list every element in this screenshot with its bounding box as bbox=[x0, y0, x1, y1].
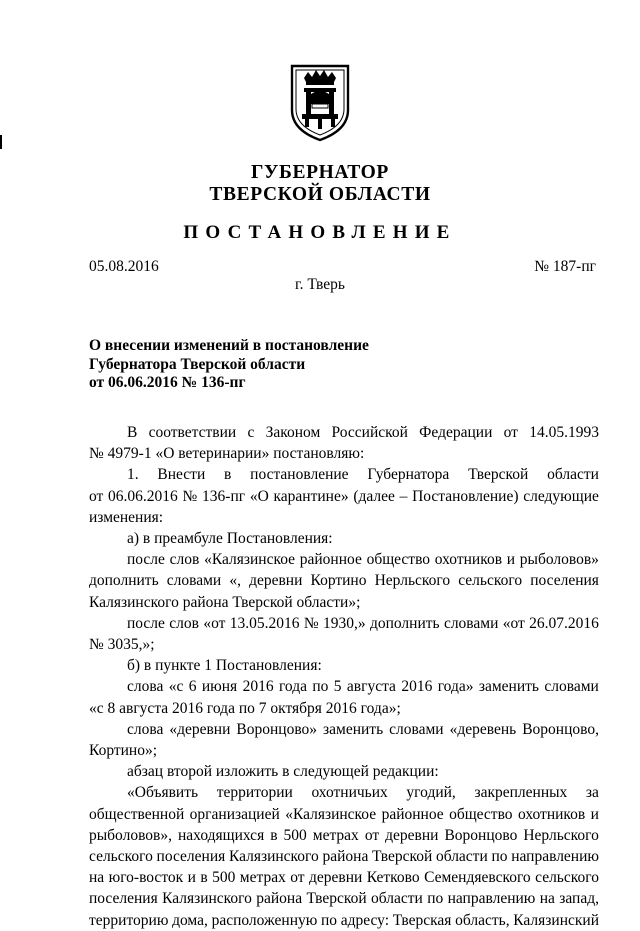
body-word: «Калязинское bbox=[204, 551, 296, 569]
body-word: угодий, bbox=[406, 784, 456, 802]
body-word: на bbox=[89, 869, 105, 887]
body-line bbox=[89, 804, 599, 825]
body-word: общество bbox=[449, 805, 513, 823]
body-word: 6 bbox=[188, 678, 197, 696]
body-word: деревни bbox=[309, 869, 363, 887]
body-word: 26.07.2016 bbox=[529, 614, 599, 632]
body-word: по bbox=[321, 911, 338, 929]
body-word: слов bbox=[169, 614, 199, 632]
body-word: районное bbox=[381, 805, 444, 823]
body-word: года bbox=[278, 678, 307, 696]
body-line bbox=[89, 464, 599, 485]
body-word: после bbox=[127, 614, 165, 632]
body-word: сельского bbox=[89, 848, 153, 866]
document-number: № 187-пг bbox=[534, 258, 596, 275]
body-line bbox=[89, 570, 599, 591]
body-word: Тверской bbox=[306, 890, 367, 908]
body-word: заменить bbox=[478, 678, 539, 696]
body-word: 2016 bbox=[401, 678, 433, 696]
body-line: абзац второй изложить в следующей редакции: bbox=[127, 763, 439, 781]
body-word: рыболовов» bbox=[519, 551, 599, 569]
body-word: от bbox=[290, 869, 305, 887]
body-word: общество bbox=[366, 551, 431, 569]
body-word: (далее bbox=[353, 487, 395, 505]
body-word: общественной bbox=[89, 805, 185, 823]
body-word: находящихся bbox=[178, 826, 265, 844]
subject-line: О внесении изменений в постановление bbox=[89, 337, 369, 354]
body-word: на bbox=[539, 890, 555, 908]
body-line: № 4979-1 «О ветеринарии» постановляю: bbox=[89, 445, 365, 463]
document-type-heading: ПОСТАНОВЛЕНИЕ bbox=[183, 222, 457, 243]
body-word: территорию bbox=[89, 911, 169, 929]
body-line bbox=[89, 549, 599, 570]
body-word: Калязинский bbox=[513, 911, 599, 929]
body-word: Тверской bbox=[468, 466, 529, 484]
document-subject bbox=[89, 337, 369, 393]
body-word: «Калязинское bbox=[285, 805, 377, 823]
body-word: поселения bbox=[156, 848, 226, 866]
body-word: от bbox=[89, 487, 104, 505]
body-line bbox=[89, 422, 599, 443]
body-line: № 3035,»; bbox=[89, 636, 155, 654]
body-word: Постановление) bbox=[412, 487, 519, 505]
body-line: б) в пункте 1 Постановления: bbox=[127, 657, 322, 675]
body-word: Нерльского bbox=[374, 572, 451, 590]
body-word: района bbox=[256, 890, 303, 908]
body-word: 5 bbox=[333, 678, 342, 696]
body-word: сельского bbox=[535, 869, 599, 887]
subject-line: Губернатора Тверской области bbox=[89, 355, 306, 373]
body-word: словами bbox=[443, 614, 499, 632]
body-word: направлению bbox=[447, 890, 536, 908]
body-word: сельского bbox=[458, 572, 523, 590]
body-word: от bbox=[364, 826, 380, 844]
body-word: охотников bbox=[517, 805, 586, 823]
body-word: от bbox=[503, 424, 518, 441]
body-word: поселения bbox=[530, 572, 599, 590]
body-word: Калязинского bbox=[162, 890, 252, 908]
body-word: «от bbox=[203, 614, 226, 632]
body-word: «Объявить bbox=[127, 784, 199, 802]
scan-edge-mark bbox=[0, 135, 2, 149]
body-word: августа bbox=[346, 678, 396, 696]
body-word: 136-пг bbox=[202, 487, 246, 505]
body-word: деревни bbox=[249, 572, 303, 590]
body-word: за bbox=[585, 784, 599, 802]
body-line: Калязинского района Тверской области»; bbox=[89, 593, 361, 611]
body-word: организацией bbox=[189, 805, 280, 823]
body-word: Воронцово» bbox=[236, 720, 318, 738]
body-word: 500 bbox=[283, 826, 307, 844]
body-word: метрах bbox=[239, 869, 286, 887]
body-line bbox=[89, 719, 599, 740]
issuer-title-line-2: ТВЕРСКОЙ ОБЛАСТИ bbox=[209, 184, 431, 205]
body-word: Федерации bbox=[419, 424, 493, 441]
body-line: а) в преамбуле Постановления: bbox=[127, 530, 333, 548]
body-word: и bbox=[187, 869, 196, 887]
body-word: 2016 bbox=[242, 678, 274, 696]
body-word: соответствии bbox=[148, 424, 237, 441]
body-word: Семендяевского bbox=[424, 869, 531, 887]
body-word: постановление bbox=[250, 466, 349, 484]
body-word: 06.06.2016 bbox=[108, 487, 178, 505]
body-word: Российской bbox=[331, 424, 408, 441]
body-word: «деревни bbox=[169, 720, 231, 738]
body-line bbox=[89, 676, 599, 697]
document-date: 05.08.2016 bbox=[89, 258, 159, 275]
body-word: слов bbox=[169, 551, 200, 569]
body-word: 14.05.1993 bbox=[529, 424, 599, 441]
body-word: районное bbox=[299, 551, 362, 569]
body-word: В bbox=[127, 424, 138, 441]
body-line bbox=[89, 888, 599, 909]
body-word: заменить bbox=[323, 720, 384, 738]
body-word: «деревень bbox=[449, 720, 517, 738]
body-word: охотничьих bbox=[311, 784, 388, 802]
body-word: Кетково bbox=[366, 869, 420, 887]
body-line: «с 8 августа 2016 года по 7 октября 2016 года»; bbox=[89, 699, 401, 717]
body-word: района bbox=[322, 848, 369, 866]
body-word: словами bbox=[544, 678, 599, 696]
body-word: слова bbox=[127, 678, 164, 696]
body-word: с bbox=[247, 424, 255, 441]
body-word: после bbox=[127, 551, 165, 569]
body-word: Калязинского bbox=[228, 848, 319, 866]
body-word: 1930,» bbox=[322, 614, 366, 632]
body-word: словами bbox=[166, 572, 222, 590]
body-word: охотников bbox=[434, 551, 503, 569]
body-line bbox=[89, 486, 599, 507]
body-word: «с bbox=[168, 678, 184, 696]
document-city: г. Тверь bbox=[295, 276, 345, 293]
body-word: территории bbox=[216, 784, 293, 802]
body-word: № bbox=[303, 614, 319, 632]
body-word: Тверской bbox=[372, 848, 433, 866]
body-word: расположенную bbox=[211, 911, 318, 929]
body-word: Воронцово, bbox=[522, 720, 599, 738]
body-word: слова bbox=[127, 720, 164, 738]
body-word: 1. bbox=[127, 466, 139, 484]
body-word: и bbox=[506, 551, 516, 569]
body-word: области bbox=[547, 466, 599, 484]
body-word: метрах bbox=[312, 826, 359, 844]
body-word: по bbox=[312, 678, 329, 696]
subject-line: от 06.06.2016 № 136-пг bbox=[89, 374, 246, 391]
body-word: в bbox=[224, 466, 232, 484]
body-line bbox=[89, 846, 599, 867]
body-word: в bbox=[270, 826, 278, 844]
body-word: рыболовов», bbox=[89, 826, 172, 844]
body-word: июня bbox=[201, 678, 238, 696]
body-word: 13.05.2016 bbox=[229, 614, 300, 632]
body-word: – bbox=[399, 487, 408, 505]
body-word: Законом bbox=[265, 424, 321, 441]
body-word: область, bbox=[455, 911, 510, 929]
body-word: дополнить bbox=[369, 614, 440, 632]
body-word: следующие bbox=[523, 487, 599, 505]
body-word: поселения bbox=[89, 890, 158, 908]
body-word: направлению bbox=[511, 848, 599, 866]
body-word: «, bbox=[229, 572, 241, 590]
body-word: адресу: bbox=[340, 911, 390, 929]
body-word: «от bbox=[502, 614, 525, 632]
body-line bbox=[89, 825, 599, 846]
body-word: деревни bbox=[385, 826, 439, 844]
body-word: в bbox=[200, 869, 208, 887]
body-line bbox=[89, 910, 599, 931]
body-word: области bbox=[371, 890, 423, 908]
coat-of-arms-emblem bbox=[274, 58, 366, 144]
body-line bbox=[89, 782, 599, 803]
document-body bbox=[89, 422, 599, 931]
body-word: Нерльского bbox=[523, 826, 599, 844]
body-word: области bbox=[435, 848, 488, 866]
body-word: 500 bbox=[212, 869, 236, 887]
body-word: дополнить bbox=[89, 572, 159, 590]
body-word: Тверская bbox=[392, 911, 452, 929]
body-word: Губернатора bbox=[367, 466, 450, 484]
body-line bbox=[89, 867, 599, 888]
body-word: Воронцово bbox=[444, 826, 518, 844]
body-line bbox=[89, 613, 599, 634]
body-line: изменения: bbox=[89, 508, 164, 526]
body-word: № bbox=[182, 487, 198, 505]
issuer-title-line-1: ГУБЕРНАТОР bbox=[251, 162, 389, 183]
body-word: и bbox=[590, 805, 599, 823]
body-word: карантине» bbox=[273, 487, 349, 505]
body-word: юго-восток bbox=[108, 869, 184, 887]
body-word: закрепленных bbox=[474, 784, 568, 802]
body-word: дома, bbox=[172, 911, 208, 929]
body-word: Внести bbox=[157, 466, 206, 484]
body-word: «О bbox=[249, 487, 269, 505]
body-word: по bbox=[491, 848, 508, 866]
body-word: Кортино bbox=[310, 572, 367, 590]
body-line: Кортино»; bbox=[89, 742, 158, 760]
body-word: запад, bbox=[559, 890, 599, 908]
body-word: года» bbox=[437, 678, 474, 696]
body-word: словами bbox=[389, 720, 444, 738]
body-word: по bbox=[427, 890, 444, 908]
